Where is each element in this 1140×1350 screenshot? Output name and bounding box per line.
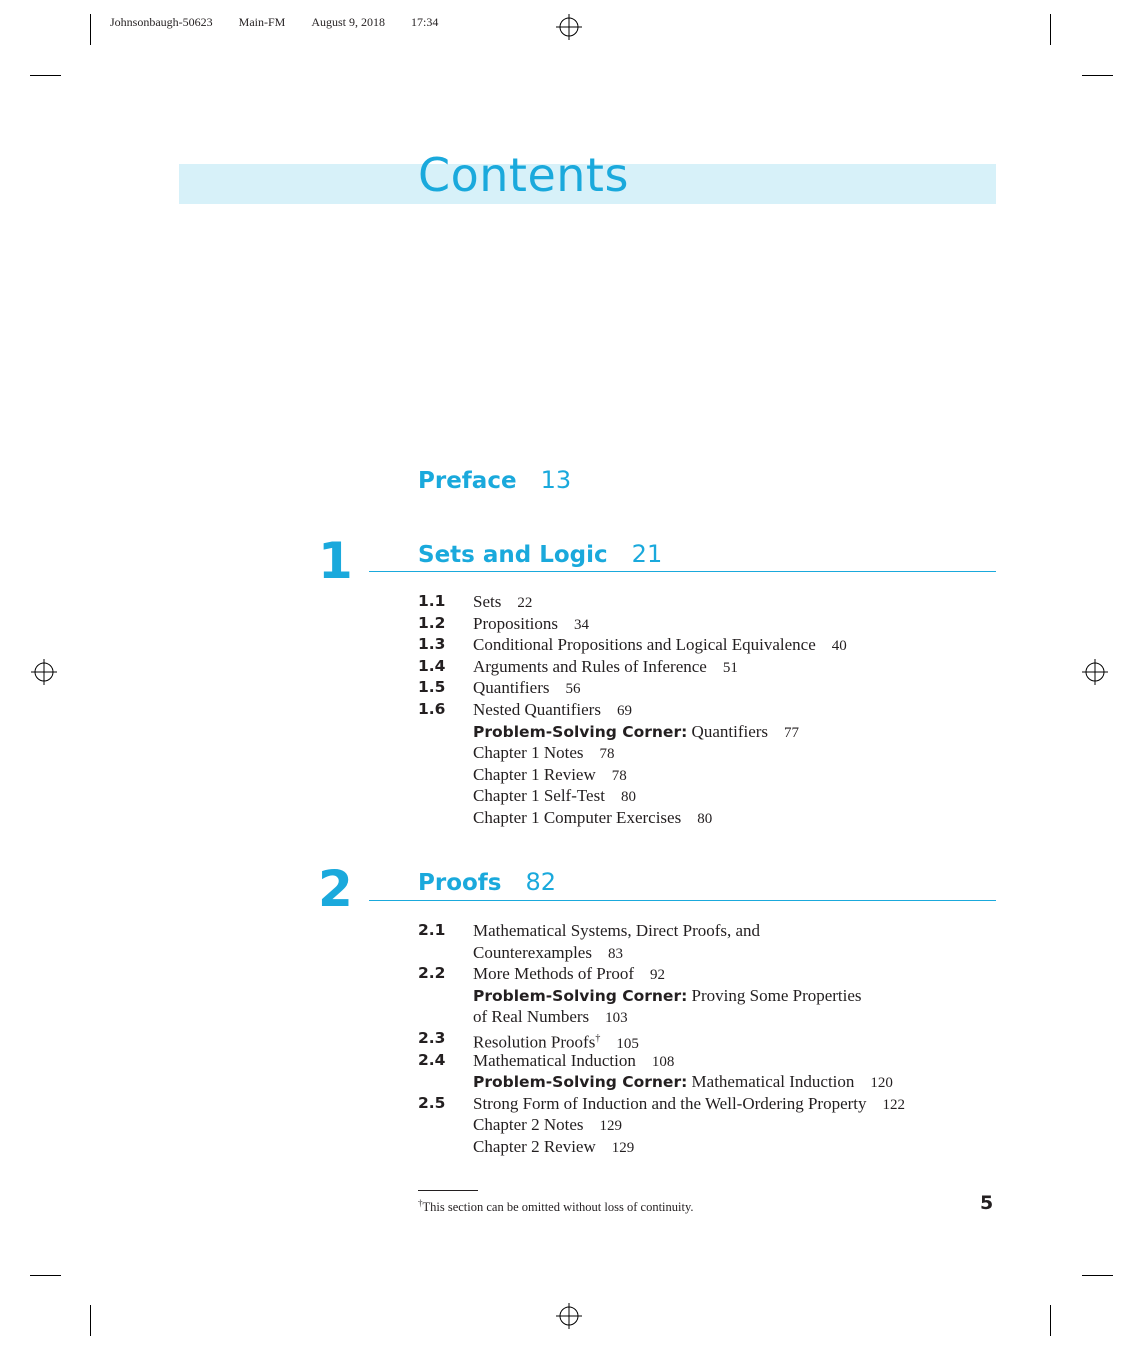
entry-title: Quantifiers	[473, 678, 550, 698]
entry-text	[473, 920, 760, 942]
toc-entry	[418, 656, 1018, 678]
section-number: 1.5	[418, 678, 446, 697]
preface-label: Preface	[418, 468, 517, 494]
entry-title: Mathematical Systems, Direct Proofs, and	[473, 921, 761, 940]
toc-entry	[418, 1028, 1018, 1050]
slug-date: August 9, 2018	[311, 15, 386, 29]
section-number: 1.4	[418, 656, 446, 675]
entry-text	[473, 1136, 634, 1160]
toc-entry	[418, 1114, 1018, 1136]
crop-mark	[1050, 1305, 1051, 1336]
slug-section: Main-FM	[238, 15, 286, 29]
toc-entry	[418, 1006, 1018, 1028]
crop-mark	[1050, 14, 1051, 45]
section-number: 1.6	[418, 699, 446, 718]
entry-page: 77	[784, 724, 800, 741]
footnote-ref: †	[595, 1032, 601, 1044]
entry-title: Counterexamples	[473, 942, 592, 962]
registration-mark-icon	[31, 659, 57, 685]
entry-title: of Real Numbers	[473, 1007, 590, 1027]
page-number: 5	[980, 1192, 994, 1214]
section-number: 1.3	[418, 635, 446, 654]
toc-entry	[418, 764, 1018, 786]
entry-page: 78	[611, 767, 627, 784]
toc-entry	[418, 613, 1018, 635]
entry-text	[473, 1050, 674, 1074]
entry-title: Quantifiers	[691, 721, 769, 741]
toc-entry	[418, 742, 1018, 764]
entry-title: Chapter 2 Review	[473, 1136, 596, 1156]
entry-page: 22	[517, 595, 533, 611]
problem-solving-label: Problem-Solving Corner:	[473, 1073, 688, 1092]
entry-title: Nested Quantifiers	[473, 699, 601, 719]
chapter-page: 82	[525, 868, 557, 896]
entry-title: Arguments and Rules of Inference	[473, 656, 707, 676]
crop-mark	[30, 75, 61, 76]
entry-title: Sets	[473, 592, 502, 611]
entry-page: 78	[599, 746, 615, 763]
entry-text	[473, 985, 862, 1008]
chapter-number: 1	[318, 532, 353, 590]
chapter-2-entries	[418, 920, 1018, 1158]
toc-entry	[418, 1050, 1018, 1072]
entry-title: Resolution Proofs	[473, 1032, 596, 1052]
chapter-rule	[369, 900, 996, 901]
entry-page: 83	[607, 945, 623, 962]
entry-page: 105	[616, 1035, 639, 1052]
entry-text	[473, 656, 738, 680]
entry-title: Chapter 2 Notes	[473, 1115, 584, 1135]
entry-title: Conditional Propositions and Logical Equivalence	[473, 635, 816, 655]
problem-solving-label: Problem-Solving Corner:	[473, 986, 688, 1005]
toc-entry	[418, 920, 1018, 942]
entry-text	[473, 699, 632, 723]
entry-title: Mathematical Induction	[691, 1072, 855, 1092]
entry-text	[473, 785, 636, 809]
entry-page: 69	[616, 702, 632, 719]
entry-text	[473, 942, 623, 966]
entry-page: 129	[611, 1139, 635, 1156]
toc-entry	[418, 1071, 1018, 1093]
entry-title: Propositions	[473, 613, 559, 633]
toc-entry	[418, 1093, 1018, 1115]
chapter-number: 2	[318, 860, 353, 918]
chapter-title-text: Sets and Logic	[418, 542, 608, 568]
entry-text	[473, 764, 627, 788]
crop-mark	[1082, 1275, 1113, 1276]
entry-text	[473, 677, 580, 701]
toc-entry	[418, 963, 1018, 985]
toc-entry	[418, 942, 1018, 964]
entry-title: Chapter 1 Review	[473, 764, 596, 784]
entry-page: 122	[882, 1096, 905, 1113]
registration-mark-icon	[556, 14, 582, 40]
chapter-rule	[369, 571, 996, 572]
footnote-rule	[418, 1190, 478, 1191]
toc-entry	[418, 785, 1018, 807]
footnote	[418, 1198, 694, 1215]
toc-entry	[418, 677, 1018, 699]
chapter-title-text: Proofs	[418, 870, 502, 896]
slug-book: Johnsonbaugh-50623	[110, 15, 213, 29]
section-number: 2.1	[418, 921, 446, 939]
entry-page: 80	[620, 789, 636, 806]
entry-page: 51	[722, 659, 738, 676]
footnote-text: This section can be omitted without loss of continuity.	[422, 1200, 694, 1215]
preface-page: 13	[540, 466, 572, 494]
crop-mark	[90, 1305, 91, 1336]
entry-page: 120	[870, 1075, 893, 1092]
entry-title: More Methods of Proof	[473, 964, 635, 984]
entry-text	[473, 591, 532, 615]
entry-title: Mathematical Induction	[473, 1050, 636, 1070]
toc-entry	[418, 591, 1018, 613]
entry-page: 34	[574, 616, 590, 633]
footnote-mark: †	[418, 1198, 423, 1208]
section-number: 1.1	[418, 592, 446, 610]
entry-page: 103	[605, 1010, 628, 1027]
problem-solving-label: Problem-Solving Corner:	[473, 722, 688, 741]
entry-text	[473, 1114, 622, 1138]
chapter-page: 21	[631, 540, 663, 568]
slug-time: 17:34	[411, 15, 439, 29]
toc-entry	[418, 721, 1018, 743]
crop-mark	[30, 1275, 61, 1276]
section-number: 2.3	[418, 1028, 446, 1047]
registration-mark-icon	[556, 1303, 582, 1329]
entry-title: Chapter 1 Computer Exercises	[473, 807, 682, 827]
chapter-1-entries	[418, 591, 1018, 829]
entry-title: Strong Form of Induction and the Well-Ordering Property	[473, 1093, 867, 1113]
toc-entry	[418, 807, 1018, 829]
entry-page: 56	[565, 681, 581, 698]
entry-text	[473, 807, 712, 831]
entry-title: Chapter 1 Self-Test	[473, 786, 605, 806]
entry-page: 129	[599, 1118, 622, 1135]
toc-entry	[418, 634, 1018, 656]
entry-page: 40	[831, 638, 847, 655]
entry-text	[473, 1093, 905, 1117]
toc-entry	[418, 1136, 1018, 1158]
entry-text	[473, 721, 799, 745]
entry-text	[473, 634, 847, 658]
chapter-title	[418, 868, 556, 896]
section-number: 2.4	[418, 1050, 446, 1069]
entry-text	[473, 963, 665, 987]
page-title: Contents	[418, 148, 629, 202]
section-number: 2.5	[418, 1093, 446, 1112]
registration-mark-icon	[1082, 659, 1108, 685]
entry-text	[473, 742, 614, 766]
entry-text	[473, 1006, 628, 1030]
toc-entry	[418, 985, 1018, 1007]
entry-page: 92	[650, 967, 666, 984]
toc-entry	[418, 699, 1018, 721]
entry-title: Chapter 1 Notes	[473, 743, 584, 763]
entry-page: 80	[697, 810, 713, 827]
entry-page: 108	[651, 1053, 675, 1070]
preface-entry	[418, 466, 571, 494]
section-number: 1.2	[418, 613, 446, 632]
crop-mark	[1082, 75, 1113, 76]
entry-text	[473, 1071, 893, 1095]
section-number: 2.2	[418, 964, 446, 983]
crop-mark	[90, 14, 91, 45]
slug-line	[104, 0, 464, 30]
entry-text	[473, 613, 589, 637]
entry-title: Proving Some Properties	[691, 985, 862, 1005]
chapter-title	[418, 540, 662, 568]
